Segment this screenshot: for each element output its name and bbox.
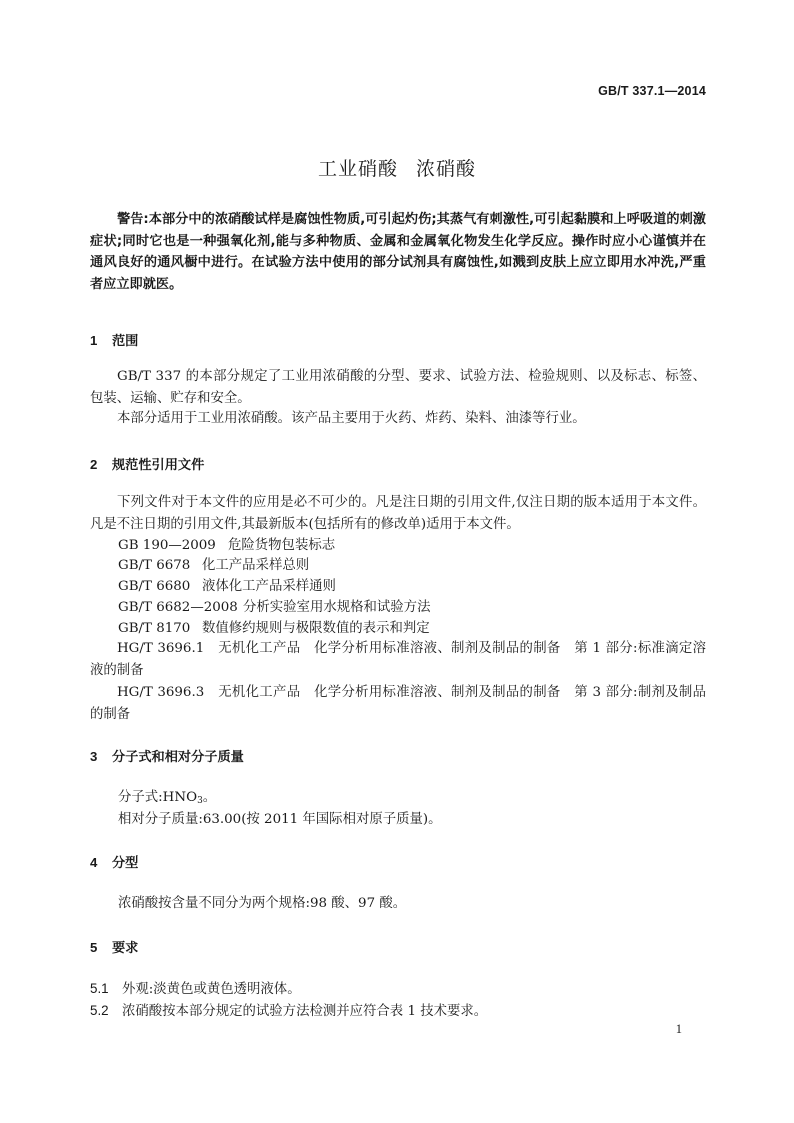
- section-5-title: 要求: [112, 941, 139, 956]
- formula-end: 。: [202, 790, 217, 805]
- document-title: [0, 154, 794, 181]
- reference-code: GB/T 8170: [118, 621, 191, 636]
- formula-subscript: 3: [197, 796, 203, 806]
- reference-code: GB/T 6678: [118, 558, 191, 573]
- molecular-mass: 相对分子质量:63.00(按 2011 年国际相对原子质量)。: [118, 812, 442, 827]
- section-2-number: 2: [90, 457, 98, 472]
- reference-name: 化工产品采样总则: [202, 558, 310, 573]
- title-part-2: 浓硝酸: [416, 158, 477, 180]
- title-part-1: 工业硝酸: [317, 158, 398, 180]
- section-2-heading: [90, 454, 204, 473]
- reference-item: [118, 577, 336, 597]
- section-5-heading: [90, 937, 138, 956]
- reference-item-hg-3696-1: HG/T 3696.1 无机化工产品 化学分析用标准溶液、制剂及制品的制备 第 1 部分:标准滴定溶液的制备: [90, 641, 706, 678]
- reference-code: GB/T 6682—2008: [118, 600, 238, 615]
- reference-item: [118, 619, 430, 639]
- formula-label: 分子式:HNO: [118, 790, 198, 805]
- requirement-text: 浓硝酸按本部分规定的试验方法检测并应符合表 1 技术要求。: [122, 1004, 488, 1019]
- requirement-item: [90, 1000, 487, 1019]
- requirement-number: 5.2: [90, 1003, 109, 1018]
- reference-item: [118, 556, 309, 576]
- scope-paragraph-2: 本部分适用于工业用浓硝酸。该产品主要用于火药、炸药、染料、油漆等行业。: [117, 411, 586, 426]
- standard-number: GB/T 337.1—2014: [598, 84, 706, 98]
- section-4-title: 分型: [112, 856, 139, 871]
- requirement-text: 外观:淡黄色或黄色透明液体。: [122, 982, 301, 997]
- section-1-title: 范围: [112, 334, 139, 349]
- warning-paragraph: 警告:本部分中的浓硝酸试样是腐蚀性物质,可引起灼伤;其蒸气有刺激性,可引起黏膜和上呼吸道的刺激症状;同时它也是一种强氧化剂,能与多种物质、金属和金属氧化物发生化学反应。操作时应小心谨慎并在通风良好的通风橱中进行。在试验方法中使用的部分试剂具有腐蚀性,如溅到皮肤上应立即用水冲洗,严重者应立即就医。: [90, 212, 706, 292]
- requirement-item: [90, 978, 301, 997]
- reference-code: GB/T 6680: [118, 579, 191, 594]
- requirement-number: 5.1: [90, 981, 109, 996]
- molecular-formula: [118, 788, 216, 811]
- reference-name: 危险货物包装标志: [228, 538, 336, 553]
- section-3-title: 分子式和相对分子质量: [112, 750, 244, 765]
- scope-paragraph-1: GB/T 337 的本部分规定了工业用浓硝酸的分型、要求、试验方法、检验规则、以及标志、标签、包装、运输、贮存和安全。: [90, 369, 706, 406]
- page-number: 1: [675, 1022, 682, 1036]
- classification-text: 浓硝酸按含量不同分为两个规格:98 酸、97 酸。: [118, 896, 407, 911]
- reference-item-hg-3696-3: HG/T 3696.3 无机化工产品 化学分析用标准溶液、制剂及制品的制备 第 3 部分:制剂及制品的制备: [90, 685, 706, 722]
- reference-name: 数值修约规则与极限数值的表示和判定: [202, 621, 430, 636]
- reference-code: GB 190—2009: [118, 538, 216, 553]
- reference-item: [118, 598, 430, 618]
- section-2-title: 规范性引用文件: [112, 458, 205, 473]
- normative-intro-paragraph: 下列文件对于本文件的应用是必不可少的。凡是注日期的引用文件,仅注日期的版本适用于本文件。凡是不注日期的引用文件,其最新版本(包括所有的修改单)适用于本文件。: [90, 495, 706, 532]
- section-1-heading: [90, 330, 138, 349]
- section-4-number: 4: [90, 855, 98, 870]
- section-3-number: 3: [90, 749, 98, 764]
- section-5-number: 5: [90, 940, 98, 955]
- section-1-number: 1: [90, 333, 98, 348]
- reference-name: 分析实验室用水规格和试验方法: [243, 600, 431, 615]
- reference-item: [118, 536, 335, 556]
- section-4-heading: [90, 852, 138, 871]
- reference-name: 液体化工产品采样通则: [202, 579, 336, 594]
- section-3-heading: [90, 746, 244, 765]
